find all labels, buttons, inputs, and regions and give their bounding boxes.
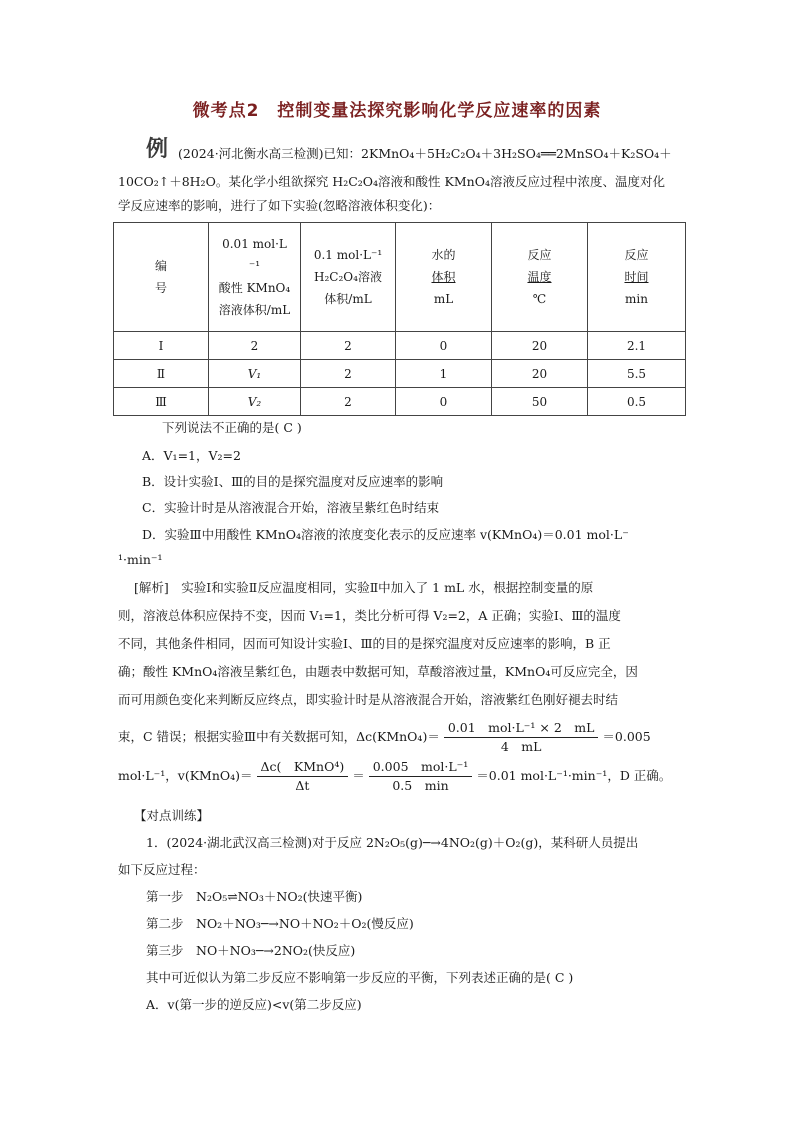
training-header: 【对点训练】: [134, 808, 210, 823]
example-line-3: 学反应速率的影响，进行了如下实验(忽略溶液体积变化)：: [118, 198, 441, 213]
training-q1-line-2: 如下反应过程：: [118, 862, 206, 877]
analysis-line-4: 确；酸性 KMnO₄溶液呈紫红色，由题表中数据可知，草酸溶液过量，KMnO₄可反应完全，因: [118, 664, 638, 679]
header-id: 编 号: [114, 223, 209, 332]
training-q1-option-a: A．v(第一步的逆反应)<v(第二步反应): [146, 997, 362, 1012]
option-a: A．V₁=1，V₂=2: [142, 448, 241, 463]
header-kmno4-volume: 0.01 mol·L ⁻¹ 酸性 KMnO₄ 溶液体积/mL: [209, 223, 301, 332]
analysis-line-2: 则，溶液总体积应保持不变，因而 V₁=1，类比分析可得 V₂=2，A 正确；实验Ⅰ、Ⅲ的温度: [118, 608, 621, 623]
header-temperature: 反应 温度 ℃: [492, 223, 588, 332]
analysis-line-1: [解析] 实验Ⅰ和实验Ⅱ反应温度相同，实验Ⅱ中加入了 1 mL 水，根据控制变量的原: [134, 580, 594, 595]
step-1: 第一步 N₂O₅⇌NO₃＋NO₂(快速平衡): [146, 889, 363, 904]
fraction-rate: $\frac{\text{Δc( KMnO⁴)}}{\Delta t}$: [257, 758, 349, 795]
header-h2c2o4-volume: 0.1 mol·L⁻¹ H₂C₂O₄溶液 体积/mL: [301, 223, 396, 332]
example-line-2: 10CO₂↑＋8H₂O。某化学小组欲探究 H₂C₂O₄溶液和酸性 KMnO₄溶液反应过程中浓度、温度对化: [118, 174, 665, 189]
option-d-line-1: D．实验Ⅲ中用酸性 KMnO₄溶液的浓度变化表示的反应速率 v(KMnO₄)＝0.01 mol·L⁻: [142, 527, 629, 542]
question-stem: 下列说法不正确的是( C ): [162, 420, 302, 435]
example-line-1: (2024·河北衡水高三检测)已知：2KMnO₄＋5H₂C₂O₄＋3H₂SO₄══2MnSO₄＋K₂SO₄＋: [178, 146, 672, 161]
option-c: C．实验计时是从溶液混合开始，溶液呈紫红色时结束: [142, 500, 440, 515]
analysis-line-3: 不同，其他条件相同，因而可知设计实验Ⅰ、Ⅲ的目的是探究温度对反应速率的影响，B 正: [118, 636, 611, 651]
analysis-line-5: 而可用颜色变化来判断反应终点，即实验计时是从溶液混合开始，溶液紫红色刚好褪去时结: [118, 692, 619, 707]
step-3: 第三步 NO＋NO₃─→2NO₂(快反应): [146, 943, 356, 958]
option-b: B．设计实验Ⅰ、Ⅲ的目的是探究温度对反应速率的影响: [142, 474, 444, 489]
training-q1-line-1: 1．(2024·湖北武汉高三检测)对于反应 2N₂O₅(g)─→4NO₂(g)＋O₂(g)，某科研人员提出: [146, 835, 639, 850]
table-row: Ⅱ V₁ 2 1 20 5.5: [114, 360, 686, 388]
table-row: Ⅰ 2 2 0 20 2.1: [114, 332, 686, 360]
example-marker: 例: [146, 137, 169, 162]
experiment-table: [113, 222, 686, 416]
page-title: 微考点2 控制变量法探究影响化学反应速率的因素: [192, 101, 602, 121]
fraction-rate-value: $\frac{\text{0.005 mol·L⁻¹}}{0.5 \min}$: [369, 758, 473, 795]
table-header-row: [114, 223, 686, 332]
header-time: 反应 时间 min: [588, 223, 686, 332]
analysis-line-7: mol·L⁻¹，v(KMnO₄)＝ $\frac{\text{Δc( KMnO⁴)}}{\Delta t}$ ＝ $\frac{\text{0.005 mol·L⁻¹}}{0.5 \min}$ ＝0.01 mol·L⁻¹·min⁻¹，D 正确。: [118, 759, 672, 793]
table-row: Ⅲ V₂ 2 0 50 0.5: [114, 388, 686, 416]
training-q1-stem: 其中可近似认为第二步反应不影响第一步反应的平衡，下列表述正确的是( C ): [146, 970, 574, 985]
header-water-volume: 水的 体积 mL: [396, 223, 492, 332]
analysis-line-6: 束，C 错误；根据实验Ⅲ中有关数据可知，Δc(KMnO₄)＝ $\frac{\text{0.01 mol·L⁻¹ × 2 mL}}{4 mL}$ ＝0.005: [118, 720, 651, 754]
step-2: 第二步 NO₂＋NO₃─→NO＋NO₂＋O₂(慢反应): [146, 916, 414, 931]
option-d-line-2: ¹·min⁻¹: [118, 552, 163, 567]
fraction-delta-c: $\frac{\text{0.01 mol·L⁻¹ × 2 mL}}{4 mL}$: [444, 719, 599, 756]
